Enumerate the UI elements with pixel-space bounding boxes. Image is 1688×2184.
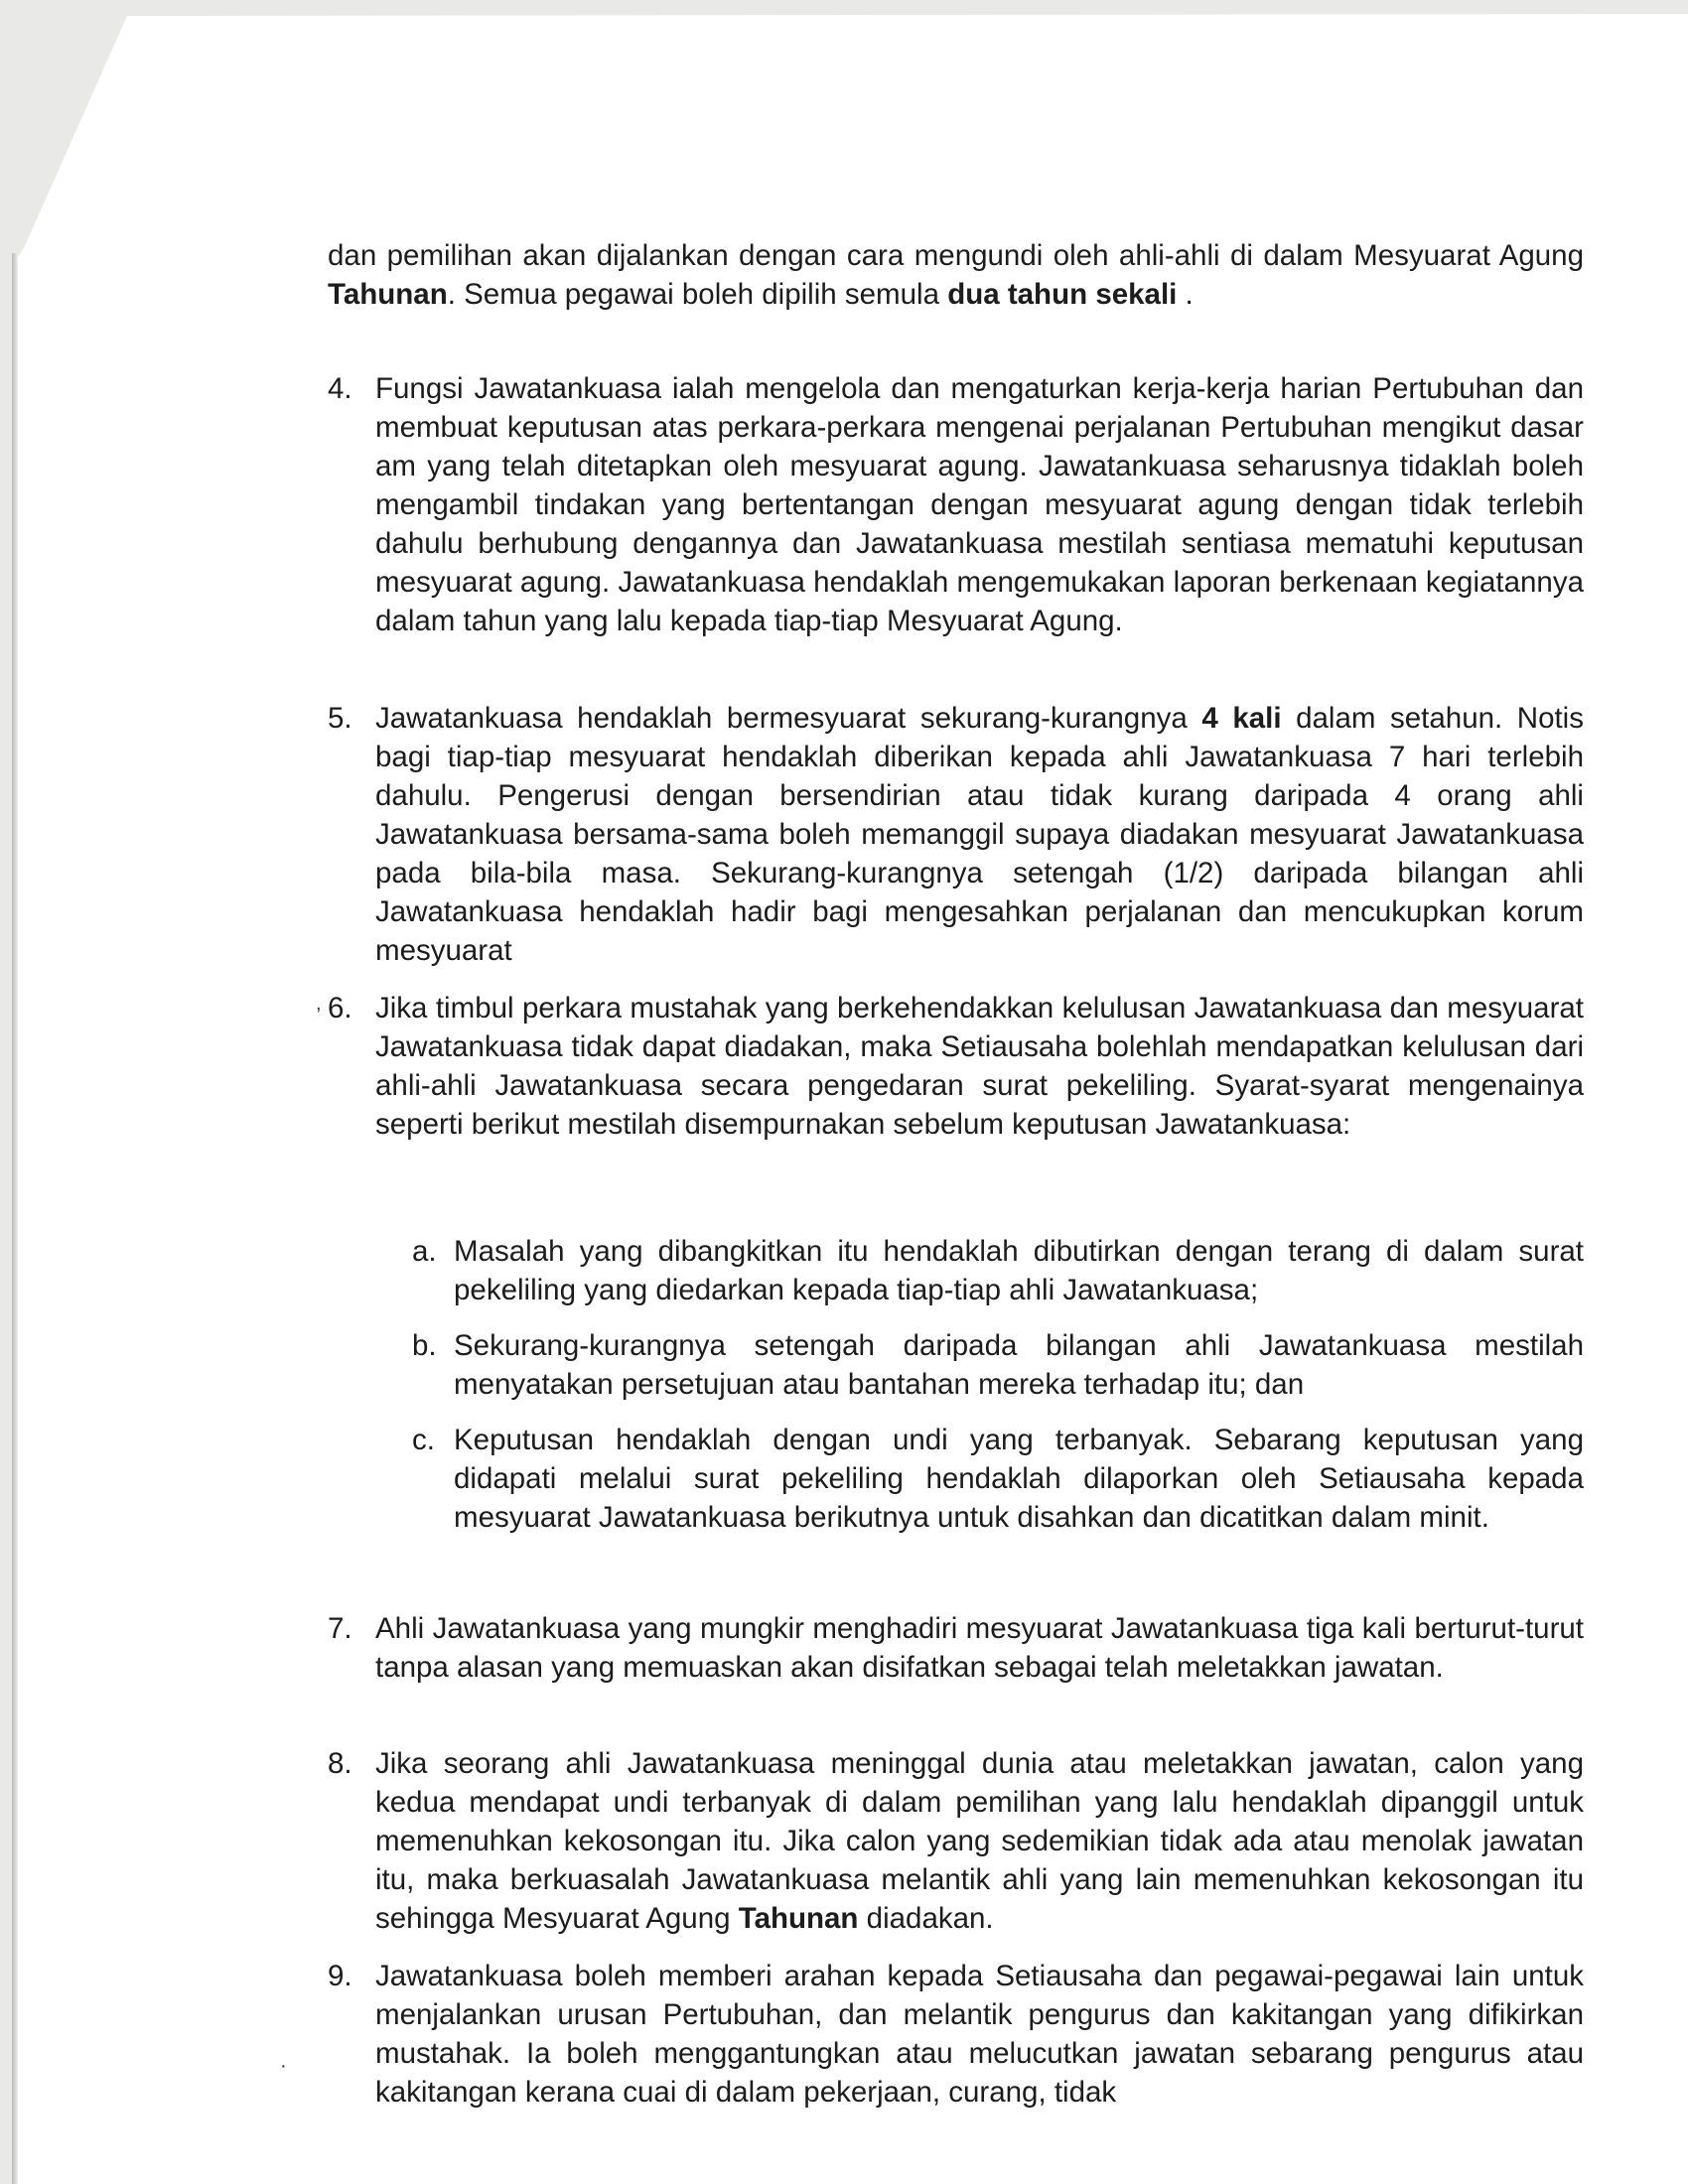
continuation-paragraph — [328, 236, 1584, 314]
text-run: . Semua pegawai boleh dipilih semula — [447, 278, 948, 311]
page-left-edge-shadow — [12, 253, 18, 2184]
clause-5 — [328, 699, 1584, 970]
subitem-letter: a. — [412, 1235, 437, 1268]
subitem-text: Sekurang-kurangnya setengah daripada bilangan ahli Jawatankuasa mestilah menyatakan persetujuan atau bantahan mereka terhadap itu; dan — [454, 1329, 1584, 1401]
clause-6-subitem-c — [412, 1421, 1584, 1537]
clause-4 — [328, 369, 1584, 640]
clause-text — [375, 1744, 1584, 1938]
clause-6 — [328, 989, 1584, 1144]
clause-8 — [328, 1744, 1584, 1938]
clause-6-subitem-a — [412, 1232, 1584, 1309]
clause-7 — [328, 1609, 1584, 1687]
text-run: Jika seorang ahli Jawatankuasa meninggal dunia atau meletakkan jawatan, calon yang kedua mendapat undi terbanyak di dalam pemilihan yang lalu hendaklah dipanggil untuk memenuhkan kekosongan itu. Jika calon yang sedemikian tidak ada atau menolak jawatan itu, maka berkuasalah Jawatankuasa melantik ahli yang lain memenuhkan kekosongan itu sehingga Mesyuarat Agung — [375, 1747, 1584, 1935]
clause-text — [375, 989, 1584, 1144]
clause-text — [375, 369, 1584, 640]
text-run: dalam setahun. Notis bagi tiap-tiap mesyuarat hendaklah diberikan kepada ahli Jawatankuasa 7 hari terlebih dahulu. Pengerusi dengan bersendirian atau tidak kurang daripada 4 orang ahli Jawatankuasa bersama-sama boleh memanggil supaya diadakan mesyuarat Jawatankuasa pada bila-bila masa. Sekurang-kurangnya setengah (1/2) daripada bilangan ahli Jawatankuasa hendaklah hadir bagi mengesahkan perjalanan dan mencukupkan korum mesyuarat — [375, 702, 1584, 967]
bold-text-run: 4 kali — [1201, 702, 1282, 735]
clause-number: 9. — [328, 1960, 352, 1992]
text-run: Ahli Jawatankuasa yang mungkir menghadiri mesyuarat Jawatankuasa tiga kali berturut-turut tanpa alasan yang memuaskan akan disifatkan sebagai telah meletakkan jawatan. — [375, 1612, 1584, 1684]
bold-text-run: Tahunan — [328, 278, 448, 311]
scan-speck: · — [280, 2055, 287, 2077]
text-run: dan pemilihan akan dijalankan dengan cara mengundi oleh ahli-ahli di dalam Mesyuarat Agung — [328, 239, 1584, 272]
bold-text-run: Tahunan — [738, 1902, 859, 1935]
text-run: Jawatankuasa boleh memberi arahan kepada Setiausaha dan pegawai-pegawai lain untuk menjalankan urusan Pertubuhan, dan melantik pengurus dan kakitangan yang difikirkan mustahak. Ia boleh menggantungkan atau melucutkan jawatan sebarang pengurus atau kakitangan kerana cuai di dalam pekerjaan, curang, tidak — [375, 1960, 1584, 2109]
text-run: Fungsi Jawatankuasa ialah mengelola dan mengaturkan kerja-kerja harian Pertubuhan dan membuat keputusan atas perkara-perkara mengenai perjalanan Pertubuhan mengikut dasar am yang telah ditetapkan oleh mesyuarat agung. Jawatankuasa seharusnya tidaklah boleh mengambil tindakan yang bertentangan dengan mesyuarat agung dengan tidak terlebih dahulu berhubung dengannya dan Jawatankuasa mestilah sentiasa mematuhi keputusan mesyuarat agung. Jawatankuasa hendaklah mengemukakan laporan berkenaan kegiatannya dalam tahun yang lalu kepada tiap-tiap Mesyuarat Agung. — [375, 372, 1584, 637]
clause-text — [375, 1609, 1584, 1687]
text-run: Jika timbul perkara mustahak yang berkehendakkan kelulusan Jawatankuasa dan mesyuarat Jawatankuasa tidak dapat diadakan, maka Setiausaha bolehlah mendapatkan kelulusan dari ahli-ahli Jawatankuasa secara pengedaran surat pekeliling. Syarat-syarat mengenainya seperti berikut mestilah disempurnakan sebelum keputusan Jawatankuasa: — [375, 992, 1584, 1141]
clause-number: 6. — [328, 992, 352, 1024]
clause-text — [375, 1957, 1584, 2112]
clause-9 — [328, 1957, 1584, 2112]
clause-number: 8. — [328, 1747, 352, 1780]
bold-text-run: dua tahun sekali — [947, 278, 1178, 311]
clause-number: 5. — [328, 702, 352, 735]
subitem-letter: b. — [412, 1329, 437, 1362]
text-run: . — [1177, 278, 1194, 311]
clause-number: 4. — [328, 372, 352, 405]
text-run: diadakan. — [858, 1902, 994, 1935]
subitem-letter: c. — [412, 1424, 435, 1456]
subitem-text: Keputusan hendaklah dengan undi yang terbanyak. Sebarang keputusan yang didapati melalui surat pekeliling hendaklah dilaporkan oleh Setiausaha kepada mesyuarat Jawatankuasa berikutnya untuk disahkan dan dicatitkan dalam minit. — [454, 1424, 1584, 1534]
text-run: Jawatankuasa hendaklah bermesyuarat sekurang-kurangnya — [375, 702, 1202, 735]
clause-number: 7. — [328, 1612, 352, 1645]
subitem-text: Masalah yang dibangkitkan itu hendaklah dibutirkan dengan terang di dalam surat pekeliling yang diedarkan kepada tiap-tiap ahli Jawatankuasa; — [454, 1235, 1584, 1306]
clause-text — [375, 699, 1584, 970]
clause-6-subitem-b — [412, 1326, 1584, 1404]
scan-speck: , — [316, 993, 322, 1015]
